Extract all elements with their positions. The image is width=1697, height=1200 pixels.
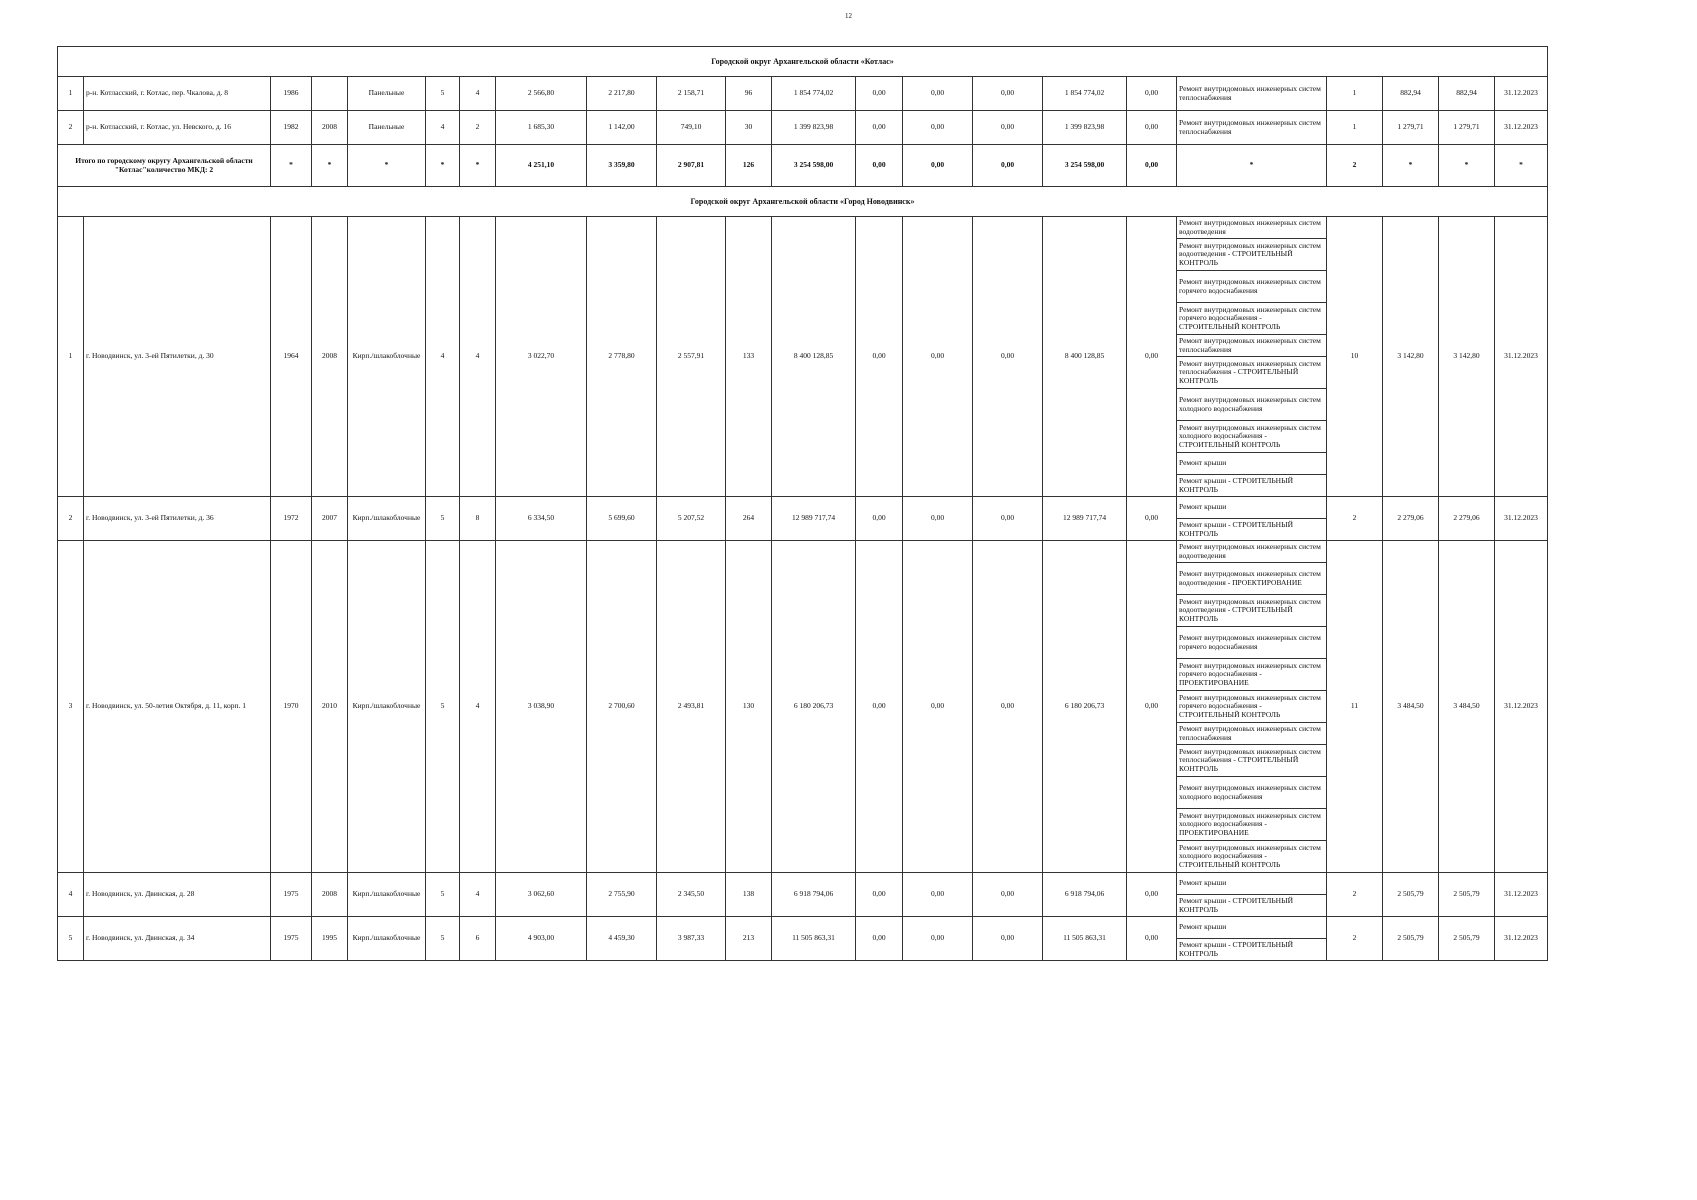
- work-item: Ремонт внутридомовых инженерных систем водоотведения - СТРОИТЕЛЬНЫЙ КОНТРОЛЬ: [1177, 595, 1327, 627]
- work-item: Ремонт крыши: [1177, 917, 1327, 939]
- cell-wall: Панельные: [348, 111, 426, 145]
- total-fund-owners: 3 254 598,00: [1043, 145, 1127, 187]
- table-row: [58, 217, 1548, 239]
- cell-area-living: 2 557,91: [657, 217, 726, 497]
- cell-fund-other: 0,00: [1127, 111, 1177, 145]
- cell-floors: 5: [426, 77, 460, 111]
- cell-residents: 138: [726, 873, 772, 917]
- work-item: Ремонт внутридомовых инженерных систем теплоснабжения: [1177, 723, 1327, 745]
- cell-wall: Кирп./шлакоблочные: [348, 497, 426, 541]
- cell-fund-mun: 0,00: [973, 77, 1043, 111]
- cell-limit-m2: 3 142,80: [1439, 217, 1495, 497]
- cell-wall: Кирп./шлакоблочные: [348, 917, 426, 961]
- total-fund-fed: 0,00: [856, 145, 903, 187]
- cell-area-total: 1 685,30: [496, 111, 587, 145]
- table-body: [58, 47, 1548, 961]
- cell-fund-owners: 1 399 823,98: [1043, 111, 1127, 145]
- cell-fund-fed: 0,00: [856, 917, 903, 961]
- cell-entrances: 4: [460, 873, 496, 917]
- total-star: *: [271, 145, 312, 187]
- cell-limit-m2: 1 279,71: [1439, 111, 1495, 145]
- cell-area-premises: 2 217,80: [587, 77, 657, 111]
- cell-year-built: 1986: [271, 77, 312, 111]
- work-item: Ремонт внутридомовых инженерных систем холодного водоснабжения - СТРОИТЕЛЬНЫЙ КОНТРОЛЬ: [1177, 841, 1327, 873]
- section-title: Городской округ Архангельской области «Котлас»: [58, 47, 1548, 77]
- table-row: [58, 111, 1548, 145]
- cell-entrances: 4: [460, 541, 496, 873]
- cell-area-premises: 2 778,80: [587, 217, 657, 497]
- cell-fund-fed: 0,00: [856, 77, 903, 111]
- cell-floors: 4: [426, 111, 460, 145]
- total-fund-other: 0,00: [1127, 145, 1177, 187]
- work-item: Ремонт внутридомовых инженерных систем теплоснабжения: [1177, 111, 1327, 145]
- work-item: Ремонт крыши - СТРОИТЕЛЬНЫЙ КОНТРОЛЬ: [1177, 519, 1327, 541]
- total-fund-mun: 0,00: [973, 145, 1043, 187]
- cell-n: 1: [58, 77, 84, 111]
- cell-year-built: 1982: [271, 111, 312, 145]
- cell-deadline: 31.12.2023: [1495, 917, 1548, 961]
- table-row: [58, 873, 1548, 895]
- cell-area-living: 5 207,52: [657, 497, 726, 541]
- total-label: Итого по городскому округу Архангельской области "Котлас"количество МКД: 2: [58, 145, 271, 187]
- cell-address: г. Новодвинск, ул. 50-летия Октября, д. 11, корп. 1: [84, 541, 271, 873]
- work-item: Ремонт внутридомовых инженерных систем горячего водоснабжения: [1177, 271, 1327, 303]
- cell-n: 2: [58, 111, 84, 145]
- cell-area-total: 4 903,00: [496, 917, 587, 961]
- cell-wall: Кирп./шлакоблочные: [348, 873, 426, 917]
- cell-residents: 130: [726, 541, 772, 873]
- cell-fund-fed: 0,00: [856, 217, 903, 497]
- cell-n: 4: [58, 873, 84, 917]
- total-star: *: [1495, 145, 1548, 187]
- total-star: *: [426, 145, 460, 187]
- cell-deadline: 31.12.2023: [1495, 541, 1548, 873]
- cell-fund-owners: 11 505 863,31: [1043, 917, 1127, 961]
- total-works-count: 2: [1327, 145, 1383, 187]
- cell-fund-mun: 0,00: [973, 217, 1043, 497]
- cell-cost-m2: 1 279,71: [1383, 111, 1439, 145]
- cell-floors: 5: [426, 873, 460, 917]
- cell-deadline: 31.12.2023: [1495, 217, 1548, 497]
- cell-works-count: 2: [1327, 873, 1383, 917]
- cell-fund-other: 0,00: [1127, 217, 1177, 497]
- cell-fund-owners: 6 180 206,73: [1043, 541, 1127, 873]
- cell-fund-fed: 0,00: [856, 873, 903, 917]
- cell-area-living: 2 158,71: [657, 77, 726, 111]
- work-item: Ремонт внутридомовых инженерных систем теплоснабжения - СТРОИТЕЛЬНЫЙ КОНТРОЛЬ: [1177, 357, 1327, 389]
- cell-entrances: 2: [460, 111, 496, 145]
- work-item: Ремонт крыши: [1177, 453, 1327, 475]
- cell-works-count: 1: [1327, 77, 1383, 111]
- cell-address: г. Новодвинск, ул. Двинская, д. 34: [84, 917, 271, 961]
- total-star: *: [312, 145, 348, 187]
- cell-area-total: 3 062,60: [496, 873, 587, 917]
- work-item: Ремонт внутридомовых инженерных систем горячего водоснабжения - ПРОЕКТИРОВАНИЕ: [1177, 659, 1327, 691]
- work-item: Ремонт внутридомовых инженерных систем теплоснабжения: [1177, 77, 1327, 111]
- cell-fund-mun: 0,00: [973, 541, 1043, 873]
- section-header-row: [58, 187, 1548, 217]
- cell-area-premises: 2 700,60: [587, 541, 657, 873]
- cell-deadline: 31.12.2023: [1495, 873, 1548, 917]
- cell-area-total: 6 334,50: [496, 497, 587, 541]
- cell-entrances: 4: [460, 217, 496, 497]
- cell-year-overhaul: 1995: [312, 917, 348, 961]
- cell-fund-owners: 1 854 774,02: [1043, 77, 1127, 111]
- cell-year-built: 1964: [271, 217, 312, 497]
- cell-year-built: 1972: [271, 497, 312, 541]
- cell-fund-fed: 0,00: [856, 497, 903, 541]
- cell-fund-owners: 12 989 717,74: [1043, 497, 1127, 541]
- cell-year-overhaul: 2007: [312, 497, 348, 541]
- cell-limit-m2: 2 505,79: [1439, 917, 1495, 961]
- cell-limit-m2: 2 505,79: [1439, 873, 1495, 917]
- table-row: [58, 917, 1548, 939]
- cell-residents: 30: [726, 111, 772, 145]
- cell-deadline: 31.12.2023: [1495, 111, 1548, 145]
- total-star: *: [348, 145, 426, 187]
- cell-fund-reg: 0,00: [903, 873, 973, 917]
- work-item: Ремонт внутридомовых инженерных систем холодного водоснабжения: [1177, 389, 1327, 421]
- cell-fund-other: 0,00: [1127, 541, 1177, 873]
- cell-fund-other: 0,00: [1127, 497, 1177, 541]
- cell-year-built: 1975: [271, 917, 312, 961]
- cell-cost-total: 6 918 794,06: [772, 873, 856, 917]
- cell-floors: 4: [426, 217, 460, 497]
- section-header-row: [58, 47, 1548, 77]
- cell-wall: Кирп./шлакоблочные: [348, 541, 426, 873]
- cell-cost-total: 8 400 128,85: [772, 217, 856, 497]
- cell-n: 5: [58, 917, 84, 961]
- work-item: Ремонт внутридомовых инженерных систем теплоснабжения: [1177, 335, 1327, 357]
- table-row: [58, 497, 1548, 519]
- table-row: [58, 541, 1548, 563]
- cell-works-count: 1: [1327, 111, 1383, 145]
- cell-fund-other: 0,00: [1127, 917, 1177, 961]
- cell-entrances: 4: [460, 77, 496, 111]
- cell-address: г. Новодвинск, ул. Двинская, д. 28: [84, 873, 271, 917]
- cell-floors: 5: [426, 917, 460, 961]
- cell-deadline: 31.12.2023: [1495, 497, 1548, 541]
- cell-area-premises: 1 142,00: [587, 111, 657, 145]
- cell-limit-m2: 882,94: [1439, 77, 1495, 111]
- cell-cost-m2: 2 505,79: [1383, 873, 1439, 917]
- total-fund-reg: 0,00: [903, 145, 973, 187]
- cell-works-count: 11: [1327, 541, 1383, 873]
- cell-year-overhaul: 2008: [312, 873, 348, 917]
- cell-cost-total: 12 989 717,74: [772, 497, 856, 541]
- total-area-living: 2 907,81: [657, 145, 726, 187]
- total-star: *: [460, 145, 496, 187]
- cell-cost-m2: 882,94: [1383, 77, 1439, 111]
- capital-repair-table: [57, 46, 1548, 961]
- cell-cost-m2: 3 142,80: [1383, 217, 1439, 497]
- cell-limit-m2: 3 484,50: [1439, 541, 1495, 873]
- cell-fund-owners: 8 400 128,85: [1043, 217, 1127, 497]
- cell-address: г. Новодвинск, ул. 3-ей Пятилетки, д. 30: [84, 217, 271, 497]
- cell-area-total: 2 566,80: [496, 77, 587, 111]
- cell-fund-reg: 0,00: [903, 917, 973, 961]
- cell-deadline: 31.12.2023: [1495, 77, 1548, 111]
- cell-fund-mun: 0,00: [973, 873, 1043, 917]
- cell-year-built: 1975: [271, 873, 312, 917]
- cell-fund-reg: 0,00: [903, 541, 973, 873]
- cell-floors: 5: [426, 541, 460, 873]
- total-star: *: [1383, 145, 1439, 187]
- work-item: Ремонт внутридомовых инженерных систем водоотведения - ПРОЕКТИРОВАНИЕ: [1177, 563, 1327, 595]
- total-star: *: [1439, 145, 1495, 187]
- cell-year-built: 1970: [271, 541, 312, 873]
- total-cost-total: 3 254 598,00: [772, 145, 856, 187]
- work-item: Ремонт крыши - СТРОИТЕЛЬНЫЙ КОНТРОЛЬ: [1177, 939, 1327, 961]
- work-item: Ремонт внутридомовых инженерных систем горячего водоснабжения - СТРОИТЕЛЬНЫЙ КОНТРОЛЬ: [1177, 303, 1327, 335]
- cell-address: р-н. Котласский, г. Котлас, ул. Невского, д. 16: [84, 111, 271, 145]
- cell-fund-reg: 0,00: [903, 497, 973, 541]
- total-area-total: 4 251,10: [496, 145, 587, 187]
- cell-n: 1: [58, 217, 84, 497]
- cell-area-premises: 4 459,30: [587, 917, 657, 961]
- section-title: Городской округ Архангельской области «Город Новодвинск»: [58, 187, 1548, 217]
- cell-year-overhaul: 2008: [312, 217, 348, 497]
- cell-cost-m2: 2 279,06: [1383, 497, 1439, 541]
- cell-area-premises: 5 699,60: [587, 497, 657, 541]
- cell-n: 3: [58, 541, 84, 873]
- cell-entrances: 6: [460, 917, 496, 961]
- work-item: Ремонт внутридомовых инженерных систем холодного водоснабжения - ПРОЕКТИРОВАНИЕ: [1177, 809, 1327, 841]
- cell-residents: 213: [726, 917, 772, 961]
- cell-fund-owners: 6 918 794,06: [1043, 873, 1127, 917]
- cell-works-count: 10: [1327, 217, 1383, 497]
- total-row: [58, 145, 1548, 187]
- cell-area-living: 3 987,33: [657, 917, 726, 961]
- cell-cost-total: 1 399 823,98: [772, 111, 856, 145]
- cell-works-count: 2: [1327, 497, 1383, 541]
- total-star: *: [1177, 145, 1327, 187]
- cell-area-living: 2 493,81: [657, 541, 726, 873]
- work-item: Ремонт внутридомовых инженерных систем холодного водоснабжения: [1177, 777, 1327, 809]
- cell-fund-reg: 0,00: [903, 217, 973, 497]
- cell-area-total: 3 022,70: [496, 217, 587, 497]
- cell-residents: 264: [726, 497, 772, 541]
- cell-wall: Панельные: [348, 77, 426, 111]
- cell-address: р-н. Котласский, г. Котлас, пер. Чкалова, д. 8: [84, 77, 271, 111]
- cell-entrances: 8: [460, 497, 496, 541]
- work-item: Ремонт крыши: [1177, 497, 1327, 519]
- cell-fund-fed: 0,00: [856, 541, 903, 873]
- cell-fund-mun: 0,00: [973, 497, 1043, 541]
- work-item: Ремонт внутридомовых инженерных систем теплоснабжения - СТРОИТЕЛЬНЫЙ КОНТРОЛЬ: [1177, 745, 1327, 777]
- cell-cost-m2: 3 484,50: [1383, 541, 1439, 873]
- cell-year-overhaul: 2008: [312, 111, 348, 145]
- cell-cost-total: 6 180 206,73: [772, 541, 856, 873]
- cell-n: 2: [58, 497, 84, 541]
- cell-fund-reg: 0,00: [903, 111, 973, 145]
- cell-wall: Кирп./шлакоблочные: [348, 217, 426, 497]
- table-row: [58, 77, 1548, 111]
- cell-fund-other: 0,00: [1127, 77, 1177, 111]
- cell-area-living: 2 345,50: [657, 873, 726, 917]
- cell-residents: 96: [726, 77, 772, 111]
- cell-area-total: 3 038,90: [496, 541, 587, 873]
- work-item: Ремонт внутридомовых инженерных систем водоотведения: [1177, 217, 1327, 239]
- cell-fund-fed: 0,00: [856, 111, 903, 145]
- cell-fund-mun: 0,00: [973, 111, 1043, 145]
- cell-floors: 5: [426, 497, 460, 541]
- cell-year-overhaul: [312, 77, 348, 111]
- cell-fund-other: 0,00: [1127, 873, 1177, 917]
- total-area-premises: 3 359,80: [587, 145, 657, 187]
- cell-area-living: 749,10: [657, 111, 726, 145]
- page-number: 12: [845, 12, 852, 20]
- work-item: Ремонт внутридомовых инженерных систем водоотведения: [1177, 541, 1327, 563]
- cell-address: г. Новодвинск, ул. 3-ей Пятилетки, д. 36: [84, 497, 271, 541]
- work-item: Ремонт внутридомовых инженерных систем холодного водоснабжения - СТРОИТЕЛЬНЫЙ КОНТРОЛЬ: [1177, 421, 1327, 453]
- cell-cost-total: 11 505 863,31: [772, 917, 856, 961]
- cell-residents: 133: [726, 217, 772, 497]
- cell-year-overhaul: 2010: [312, 541, 348, 873]
- cell-fund-reg: 0,00: [903, 77, 973, 111]
- cell-works-count: 2: [1327, 917, 1383, 961]
- work-item: Ремонт внутридомовых инженерных систем горячего водоснабжения: [1177, 627, 1327, 659]
- cell-area-premises: 2 755,90: [587, 873, 657, 917]
- work-item: Ремонт крыши: [1177, 873, 1327, 895]
- cell-cost-total: 1 854 774,02: [772, 77, 856, 111]
- work-item: Ремонт внутридомовых инженерных систем горячего водоснабжения - СТРОИТЕЛЬНЫЙ КОНТРОЛЬ: [1177, 691, 1327, 723]
- cell-limit-m2: 2 279,06: [1439, 497, 1495, 541]
- total-residents: 126: [726, 145, 772, 187]
- work-item: Ремонт крыши - СТРОИТЕЛЬНЫЙ КОНТРОЛЬ: [1177, 475, 1327, 497]
- cell-fund-mun: 0,00: [973, 917, 1043, 961]
- cell-cost-m2: 2 505,79: [1383, 917, 1439, 961]
- work-item: Ремонт крыши - СТРОИТЕЛЬНЫЙ КОНТРОЛЬ: [1177, 895, 1327, 917]
- work-item: Ремонт внутридомовых инженерных систем водоотведения - СТРОИТЕЛЬНЫЙ КОНТРОЛЬ: [1177, 239, 1327, 271]
